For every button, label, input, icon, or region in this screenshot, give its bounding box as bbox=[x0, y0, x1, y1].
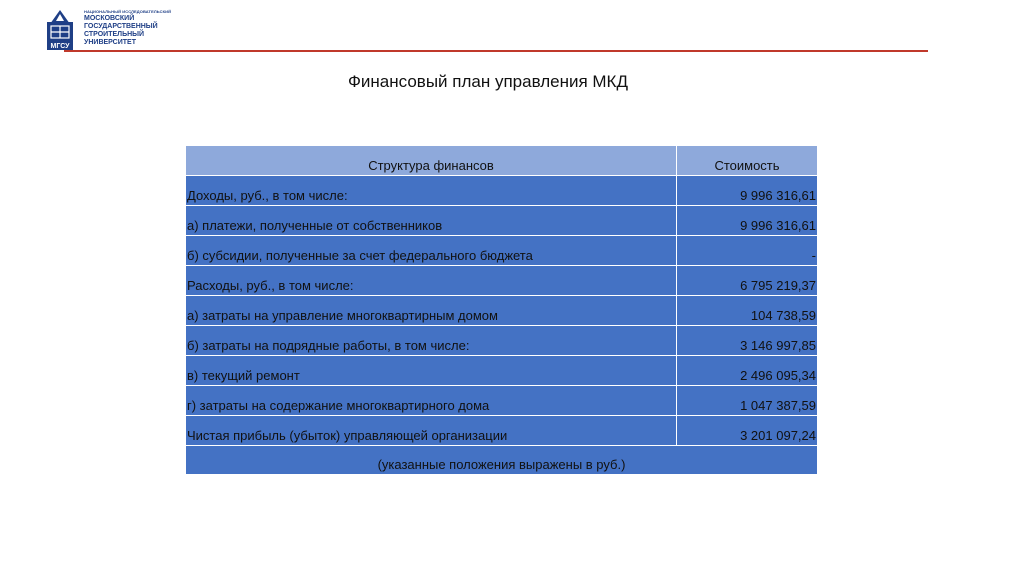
university-emblem bbox=[40, 8, 80, 52]
row-label: Расходы, руб., в том числе: bbox=[186, 266, 677, 296]
table-footnote-row bbox=[186, 446, 818, 475]
university-name-line-3: СТРОИТЕЛЬНЫЙ bbox=[84, 31, 145, 38]
row-value: 1 047 387,59 bbox=[677, 386, 818, 416]
row-value: 9 996 316,61 bbox=[677, 176, 818, 206]
header-divider bbox=[64, 50, 928, 52]
university-name-line-4: УНИВЕРСИТЕТ bbox=[84, 39, 136, 46]
column-header-structure: Структура финансов bbox=[186, 146, 677, 176]
page-title: Финансовый план управления МКД bbox=[348, 72, 628, 91]
row-value: 3 201 097,24 bbox=[677, 416, 818, 446]
table-row bbox=[186, 236, 818, 266]
table-header-row bbox=[186, 146, 818, 176]
row-label: в) текущий ремонт bbox=[186, 356, 677, 386]
row-label: б) затраты на подрядные работы, в том числе: bbox=[186, 326, 677, 356]
row-value: 9 996 316,61 bbox=[677, 206, 818, 236]
university-name-line-2: ГОСУДАРСТВЕННЫЙ bbox=[84, 23, 158, 30]
table-row bbox=[186, 326, 818, 356]
row-label: Доходы, руб., в том числе: bbox=[186, 176, 677, 206]
row-value: 104 738,59 bbox=[677, 296, 818, 326]
emblem-text: МГСУ bbox=[50, 43, 70, 50]
row-value: 6 795 219,37 bbox=[677, 266, 818, 296]
table-row bbox=[186, 176, 818, 206]
row-label: г) затраты на содержание многоквартирного дома bbox=[186, 386, 677, 416]
university-name-line-1: МОСКОВСКИЙ bbox=[84, 15, 135, 22]
row-label: б) субсидии, полученные за счет федерального бюджета bbox=[186, 236, 677, 266]
table-row bbox=[186, 386, 818, 416]
table-footnote: (указанные положения выражены в руб.) bbox=[186, 446, 818, 475]
financial-plan-table bbox=[185, 145, 818, 475]
university-top-label: НАЦИОНАЛЬНЫЙ ИССЛЕДОВАТЕЛЬСКИЙ bbox=[84, 9, 172, 14]
row-value: 2 496 095,34 bbox=[677, 356, 818, 386]
table-row bbox=[186, 416, 818, 446]
table-row bbox=[186, 206, 818, 236]
row-label: Чистая прибыль (убыток) управляющей организации bbox=[186, 416, 677, 446]
row-label: а) затраты на управление многоквартирным домом bbox=[186, 296, 677, 326]
university-name bbox=[84, 8, 171, 46]
table-row bbox=[186, 266, 818, 296]
row-value: - bbox=[677, 236, 818, 266]
table-row bbox=[186, 296, 818, 326]
row-label: а) платежи, полученные от собственников bbox=[186, 206, 677, 236]
table-row bbox=[186, 356, 818, 386]
university-logo bbox=[40, 8, 171, 54]
row-value: 3 146 997,85 bbox=[677, 326, 818, 356]
column-header-cost: Стоимость bbox=[677, 146, 818, 176]
